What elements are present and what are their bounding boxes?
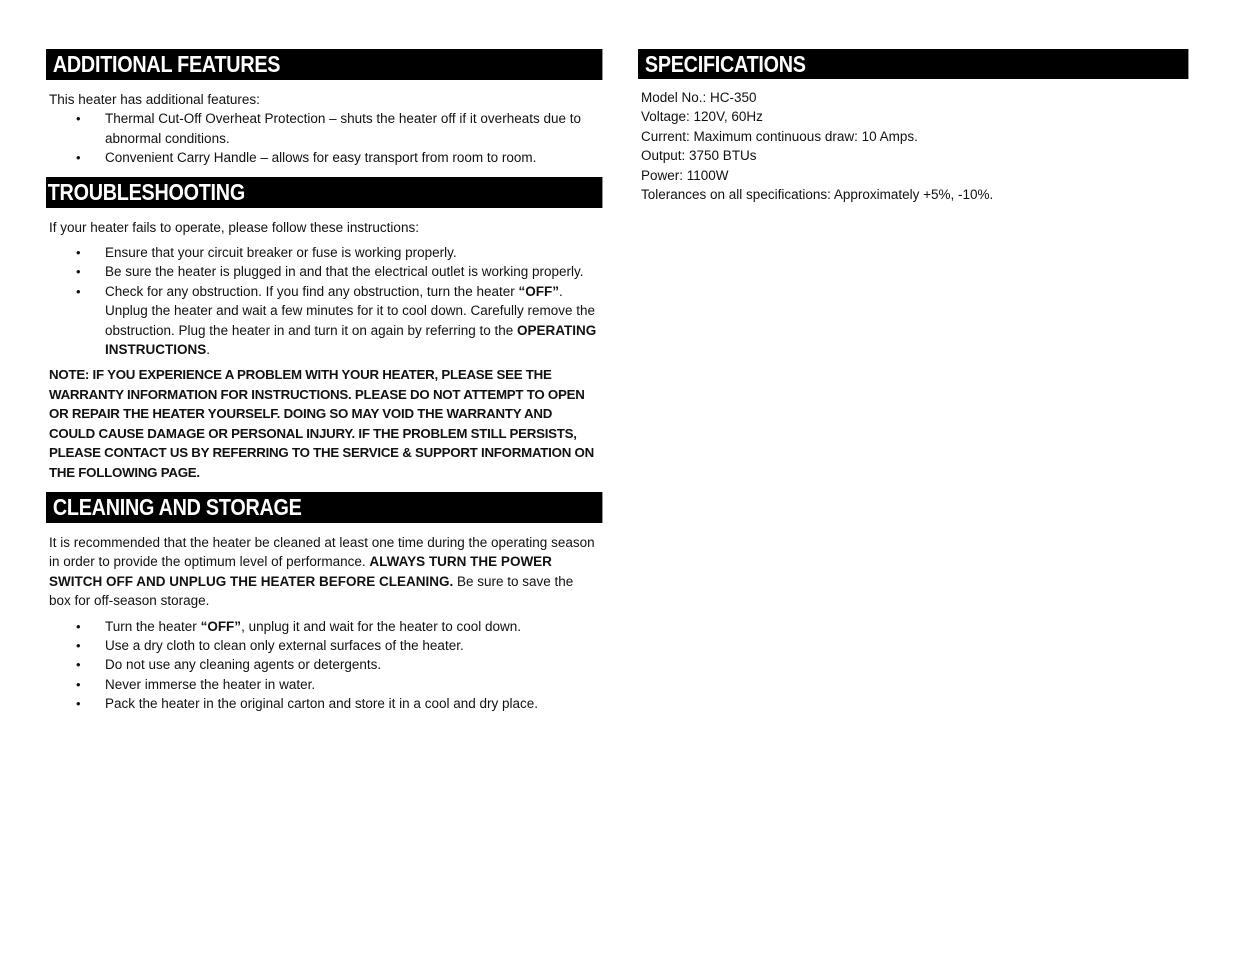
bullet-icon: •	[76, 657, 81, 673]
bullet-icon: •	[76, 696, 81, 712]
cleaning-step: Do not use any cleaning agents or detergents.	[105, 657, 382, 673]
cleaning-step: Use a dry cloth to clean only external surfaces of the heater.	[105, 637, 464, 653]
feature-text: Convenient Carry Handle – allows for easy transport from room to room.	[105, 150, 537, 166]
list-item	[46, 109, 602, 148]
troubleshooting-heading: TROUBLESHOOTING	[46, 177, 602, 208]
feature-text: Thermal Cut-Off Overheat Protection – shuts the heater off if it overheats due to abnormal conditions.	[105, 111, 582, 146]
cleaning-step-pre: Turn the heater	[105, 618, 201, 634]
specifications-heading: SPECIFICATIONS	[638, 49, 1188, 79]
additional-features-list	[46, 109, 602, 167]
list-item	[46, 243, 602, 262]
off-emphasis: “OFF”	[518, 283, 559, 299]
right-column	[638, 49, 1188, 204]
list-item	[46, 675, 602, 694]
troubleshooting-note: NOTE: IF YOU EXPERIENCE A PROBLEM WITH YOUR HEATER, PLEASE SEE THE WARRANTY INFORMATION FOR INSTRUCTIONS. PLEASE DO NOT ATTEMPT TO OPEN OR REPAIR THE HEATER YOURSELF. DOING SO MAY VOID THE WARRANTY AND COULD CAUSE DAMAGE OR PERSONAL INJURY. IF THE PROBLEM STILL PERSISTS, PLEASE CONTACT US BY REFERRING TO THE SERVICE & SUPPORT INFORMATION ON THE FOLLOWING PAGE.	[49, 367, 594, 480]
step-text-end: .	[206, 342, 211, 358]
bullet-icon: •	[76, 618, 81, 634]
step-text: Be sure the heater is plugged in and that the electrical outlet is working properly.	[105, 264, 584, 280]
troubleshooting-section	[46, 177, 602, 482]
spec-power: Power: 1100W	[641, 167, 729, 183]
left-column	[46, 49, 602, 714]
cleaning-intro-end: Be sure to save the box for off-season storage.	[49, 573, 574, 609]
bullet-icon: •	[76, 150, 81, 166]
list-item	[46, 262, 602, 281]
bullet-icon: •	[76, 264, 81, 280]
additional-features-intro: This heater has additional features:	[49, 92, 260, 107]
bullet-icon: •	[76, 283, 81, 299]
spec-voltage: Voltage: 120V, 60Hz	[641, 109, 763, 125]
list-item	[46, 694, 602, 713]
step-text: Ensure that your circuit breaker or fuse is working properly.	[105, 245, 457, 261]
step-text-mid: . Unplug the heater and wait a few minutes for it to cool down. Carefully remove the obstruction. Plug the heater in and turn it on again by referring to the	[105, 283, 596, 338]
cleaning-list	[46, 617, 602, 714]
cleaning-step: Never immerse the heater in water.	[105, 676, 316, 692]
spec-model: Model No.: HC-350	[641, 90, 757, 105]
bullet-icon: •	[76, 676, 81, 692]
bullet-icon: •	[76, 245, 81, 261]
bullet-icon: •	[76, 637, 81, 653]
cleaning-intro-text: It is recommended that the heater be cleaned at least one time during the operating season in order to provide the optimum level of performance.	[49, 534, 595, 570]
list-item	[46, 655, 602, 674]
operating-instructions-reference: OPERATING INSTRUCTIONS	[105, 322, 597, 358]
list-item	[46, 617, 602, 636]
off-emphasis: “OFF”	[200, 618, 242, 634]
specifications-list	[638, 88, 1188, 204]
cleaning-step: Pack the heater in the original carton and store it in a cool and dry place.	[105, 696, 539, 712]
bullet-icon: •	[76, 111, 81, 127]
troubleshooting-intro: If your heater fails to operate, please follow these instructions:	[49, 219, 419, 235]
spec-current: Current: Maximum continuous draw: 10 Amps.	[641, 128, 918, 144]
additional-features-heading: ADDITIONAL FEATURES	[46, 49, 602, 80]
step-text-pre: Check for any obstruction. If you find any obstruction, turn the heater	[105, 283, 519, 299]
cleaning-storage-heading: CLEANING AND STORAGE	[46, 492, 602, 523]
cleaning-storage-section	[46, 492, 602, 714]
cleaning-step-post: , unplug it and wait for the heater to cool down.	[241, 618, 521, 634]
cleaning-warning: ALWAYS TURN THE POWER SWITCH OFF AND UNPLUG THE HEATER BEFORE CLEANING.	[49, 554, 552, 589]
cleaning-intro	[46, 533, 602, 611]
additional-features-section	[46, 49, 602, 168]
list-item	[46, 282, 602, 360]
list-item	[46, 148, 602, 167]
troubleshooting-list	[46, 243, 602, 359]
specifications-section	[638, 49, 1188, 204]
list-item	[46, 636, 602, 655]
spec-tolerances: Tolerances on all specifications: Approximately +5%, -10%.	[641, 187, 994, 203]
spec-output: Output: 3750 BTUs	[641, 148, 757, 164]
